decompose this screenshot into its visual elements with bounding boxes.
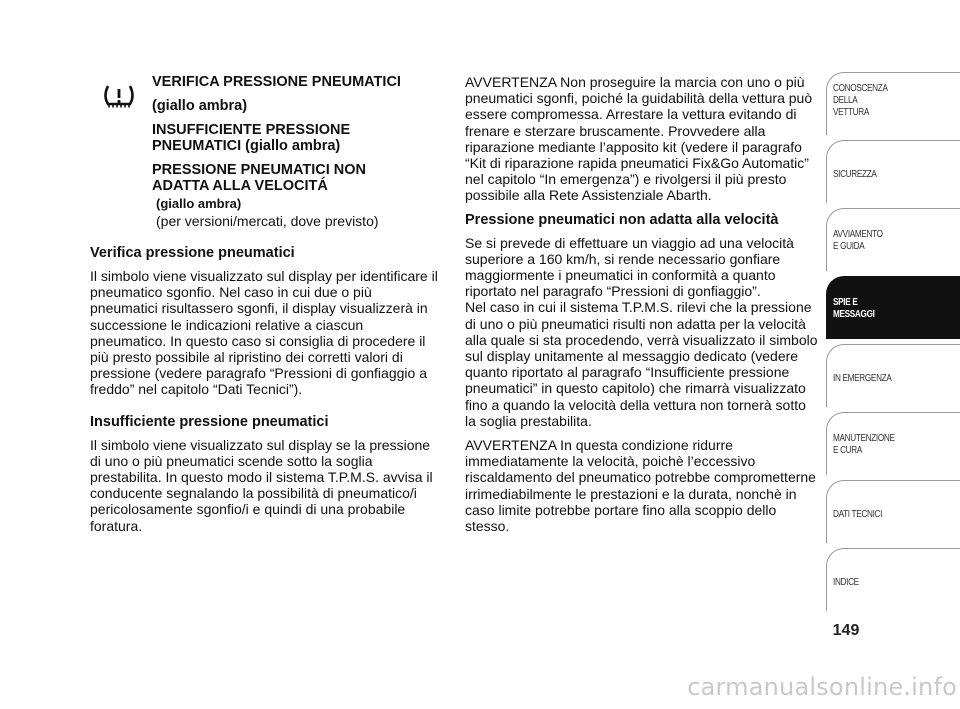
tab-label: AVVIAMENTO E GUIDA: [833, 229, 883, 252]
section-title-verifica: Verifica pressione pneumatici: [90, 245, 295, 261]
left-column: [90, 74, 442, 534]
warning-light-heading: [152, 74, 442, 229]
right-column: [465, 74, 820, 534]
tab-indice[interactable]: [826, 548, 960, 611]
tab-label: IN EMERGENZA: [833, 373, 892, 384]
tab-label: SICUREZZA: [833, 169, 877, 180]
page-number: 149: [832, 622, 860, 639]
heading-non-adatta: PRESSIONE PNEUMATICI NON: [152, 162, 367, 178]
tire-pressure-warning-icon: [102, 82, 136, 112]
section-title-non-adatta: Pressione pneumatici non adatta alla velocità: [465, 211, 779, 228]
tab-sicurezza[interactable]: [826, 140, 960, 203]
heading-non-adatta-color: (giallo ambra): [156, 196, 242, 211]
tab-label: INDICE: [833, 577, 859, 588]
section-text-non-adatta-1: Se si prevede di effettuare un viaggio ad una velocità superiore a 160 km/h, si rende necessario gonfiare maggiormente i pneumatici in conformità a quanto riportato nel paragrafo “Pressioni di gonfiaggio”.: [465, 234, 794, 300]
section-title-insufficiente: Insufficiente pressione pneumatici: [90, 413, 329, 430]
tab-label: CONOSCENZA DELLA VETTURA: [833, 83, 888, 118]
section-text-non-adatta-2: Nel caso in cui il sistema T.P.M.S. rilevi che la pressione di uno o più pneumatici risulti non adatta per la velocità alla quale si sta procedendo, verrà visualizzato il simbolo sul display unitamente al messaggio dedicato (vedere quanto riportato al paragrafo “Insufficiente pressione pneumatici” in questo capitolo) che rimarrà visualizzato fino a quando la velocità della vettura non tornerà sotto la soglia prestabilita.: [465, 299, 818, 429]
heading-verifica-color: (giallo ambra): [152, 98, 248, 114]
tab-label: DATI TECNICI: [833, 509, 883, 520]
tab-dati-tecnici[interactable]: [826, 480, 960, 543]
section-text-verifica: Il simbolo viene visualizzato sul display per identificare il pneumatico sgonfio. Nel caso in cui due o più pneumatici risultassero sgonfi, il display visualizzerà in successione le indicazioni relative a ciascun pneumatico. In questo caso si consiglia di procedere il più presto possibile al ripristino dei corretti valori di pressione (vedere paragrafo “Pressioni di gonfiaggio a freddo” nel capitolo “Dati Tecnici”).: [90, 268, 438, 398]
chapter-tabs: [826, 72, 960, 616]
tab-manutenzione-e-cura[interactable]: [826, 412, 960, 475]
heading-verifica: VERIFICA PRESSIONE PNEUMATICI: [152, 74, 401, 90]
tab-in-emergenza[interactable]: [826, 344, 960, 407]
watermark: carmanualsonline.info: [687, 673, 957, 701]
warning-paragraph-2: AVVERTENZA In questa condizione ridurre immediatamente la velocità, poichè l’eccessivo riscaldamento del pneumatico potrebbe comprometterne irrimediabilmente le prestazioni e la durata, nonchè in caso limite potrebbe portare fino alla scoppio dello stesso.: [465, 437, 816, 535]
tab-spie-e-messaggi[interactable]: [826, 276, 960, 339]
heading-insufficiente: INSUFFICIENTE PRESSIONE: [152, 122, 351, 138]
heading-market-note: (per versioni/mercati, dove previsto): [156, 213, 379, 229]
tab-avviamento-e-guida[interactable]: [826, 208, 960, 271]
tab-label: SPIE E MESSAGGI: [833, 297, 875, 320]
heading-insufficiente-line2: PNEUMATICI (giallo ambra): [152, 138, 341, 154]
tab-label: MANUTENZIONE E CURA: [833, 433, 895, 456]
section-text-insufficiente: Il simbolo viene visualizzato sul display se la pressione di uno o più pneumatici scende sotto la soglia prestabilita. In questo modo il sistema T.P.M.S. avvisa il conducente segnalando la possibilità di pneumatico/i pericolosamente sgonfio/i e quindi di una probabile foratura.: [90, 436, 433, 534]
warning-paragraph-1: AVVERTENZA Non proseguire la marcia con uno o più pneumatici sgonfi, poiché la guidabilità della vettura può essere compromessa. Arrestare la vettura evitando di frenare e sterzare bruscamente. Provvedere alla riparazione mediante l’apposito kit (vedere il paragrafo “Kit di riparazione rapida pneumatici Fix&Go Automatic” nel capitolo “In emergenza”) e rivolgersi il più presto possibile alla Rete Assistenziale Abarth.: [465, 74, 813, 204]
heading-non-adatta-line2: ADATTA ALLA VELOCITÁ: [152, 178, 328, 194]
tab-conoscenza-della-vettura[interactable]: [826, 72, 960, 135]
